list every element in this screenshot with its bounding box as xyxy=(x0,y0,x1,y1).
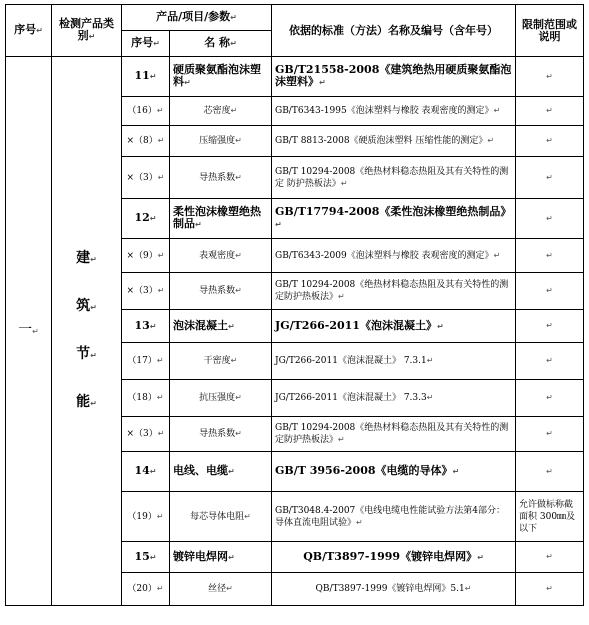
category-cell: 建↵ 筑↵ 节↵ 能↵ xyxy=(52,57,122,606)
product-name: 表观密度↵ xyxy=(170,239,272,273)
standard-text: GB/T17794-2008《柔性泡沫橡塑绝热制品》↵ xyxy=(272,199,516,239)
product-name: 导热系数↵ xyxy=(170,417,272,452)
header-limit: 限制范围或说明 xyxy=(516,5,584,57)
standard-text: GB/T 8813-2008《硬质泡沫塑料 压缩性能的测定》↵ xyxy=(272,126,516,157)
product-name: 泡沫混凝土↵ xyxy=(170,310,272,343)
product-name: 抗压强度↵ xyxy=(170,380,272,417)
product-name: 丝径↵ xyxy=(170,573,272,606)
product-seq: 11↵ xyxy=(122,57,170,97)
header-category: 检测产品类 别↵ xyxy=(52,5,122,57)
limit-text: ↵ xyxy=(516,573,584,606)
row-seq-cell: 一↵ xyxy=(6,57,52,606)
limit-text: ↵ xyxy=(516,239,584,273)
product-name: 干密度↵ xyxy=(170,343,272,380)
product-seq: （20）↵ xyxy=(122,573,170,606)
standard-text: GB/T 3956-2008《电缆的导体》↵ xyxy=(272,452,516,492)
limit-text: ↵ xyxy=(516,542,584,573)
product-seq: 15↵ xyxy=(122,542,170,573)
header-product-name: 名 称↵ xyxy=(170,31,272,57)
product-seq: （16）↵ xyxy=(122,97,170,126)
limit-text: 允许做标称截面积 300㎜及以下 xyxy=(516,492,584,542)
product-seq: ×（8）↵ xyxy=(122,126,170,157)
header-product-group: 产品/项目/参数↵ xyxy=(122,5,272,31)
standard-text: JG/T266-2011《泡沫混凝土》 7.3.1↵ xyxy=(272,343,516,380)
standard-text: GB/T3048.4-2007《电线电缆电性能试验方法第4部分：导体直流电阻试验》↵ xyxy=(272,492,516,542)
product-name: 硬质聚氨酯泡沫塑料↵ xyxy=(170,57,272,97)
limit-text: ↵ xyxy=(516,57,584,97)
standard-text: GB/T 10294-2008《绝热材料稳态热阻及其有关特性的测定防护热板法》↵ xyxy=(272,417,516,452)
standard-text: JG/T266-2011《泡沫混凝土》↵ xyxy=(272,310,516,343)
product-seq: ×（3）↵ xyxy=(122,417,170,452)
standard-text: GB/T 10294-2008《绝热材料稳态热阻及其有关特性的测定防护热板法》↵ xyxy=(272,273,516,310)
product-seq: （18）↵ xyxy=(122,380,170,417)
product-name: 导热系数↵ xyxy=(170,157,272,199)
header-standard: 依据的标准（方法）名称及编号（含年号） xyxy=(272,5,516,57)
limit-text: ↵ xyxy=(516,157,584,199)
limit-text: ↵ xyxy=(516,199,584,239)
product-seq: ×（3）↵ xyxy=(122,273,170,310)
limit-text: ↵ xyxy=(516,310,584,343)
limit-text: ↵ xyxy=(516,343,584,380)
product-name: 每芯导体电阻↵ xyxy=(170,492,272,542)
limit-text: ↵ xyxy=(516,273,584,310)
header-product-seq: 序号↵ xyxy=(122,31,170,57)
standards-table xyxy=(5,4,584,606)
product-name: 导热系数↵ xyxy=(170,273,272,310)
product-seq: （19）↵ xyxy=(122,492,170,542)
limit-text: ↵ xyxy=(516,380,584,417)
standard-text: GB/T 10294-2008《绝热材料稳态热阻及其有关特性的测定 防护热板法》↵ xyxy=(272,157,516,199)
standard-text: JG/T266-2011《泡沫混凝土》 7.3.3↵ xyxy=(272,380,516,417)
limit-text: ↵ xyxy=(516,126,584,157)
product-name: 压缩强度↵ xyxy=(170,126,272,157)
standard-text: GB/T6343-1995《泡沫塑料与橡胶 表观密度的测定》↵ xyxy=(272,97,516,126)
product-seq: ×（9）↵ xyxy=(122,239,170,273)
limit-text: ↵ xyxy=(516,452,584,492)
product-name: 芯密度↵ xyxy=(170,97,272,126)
limit-text: ↵ xyxy=(516,417,584,452)
header-seq: 序号↵ xyxy=(6,5,52,57)
standard-text: GB/T21558-2008《建筑绝热用硬质聚氨酯泡沫塑料》↵ xyxy=(272,57,516,97)
product-seq: ×（3）↵ xyxy=(122,157,170,199)
standard-text: GB/T6343-2009《泡沫塑料与橡胶 表观密度的测定》↵ xyxy=(272,239,516,273)
standard-text: QB/T3897-1999《镀锌电焊网》↵ xyxy=(272,542,516,573)
product-name: 电线、电缆↵ xyxy=(170,452,272,492)
product-seq: 12↵ xyxy=(122,199,170,239)
limit-text: ↵ xyxy=(516,97,584,126)
product-name: 柔性泡沫橡塑绝热制品↵ xyxy=(170,199,272,239)
product-seq: 14↵ xyxy=(122,452,170,492)
standard-text: QB/T3897-1999《镀锌电焊网》5.1↵ xyxy=(272,573,516,606)
product-seq: 13↵ xyxy=(122,310,170,343)
product-seq: （17）↵ xyxy=(122,343,170,380)
product-name: 镀锌电焊网↵ xyxy=(170,542,272,573)
